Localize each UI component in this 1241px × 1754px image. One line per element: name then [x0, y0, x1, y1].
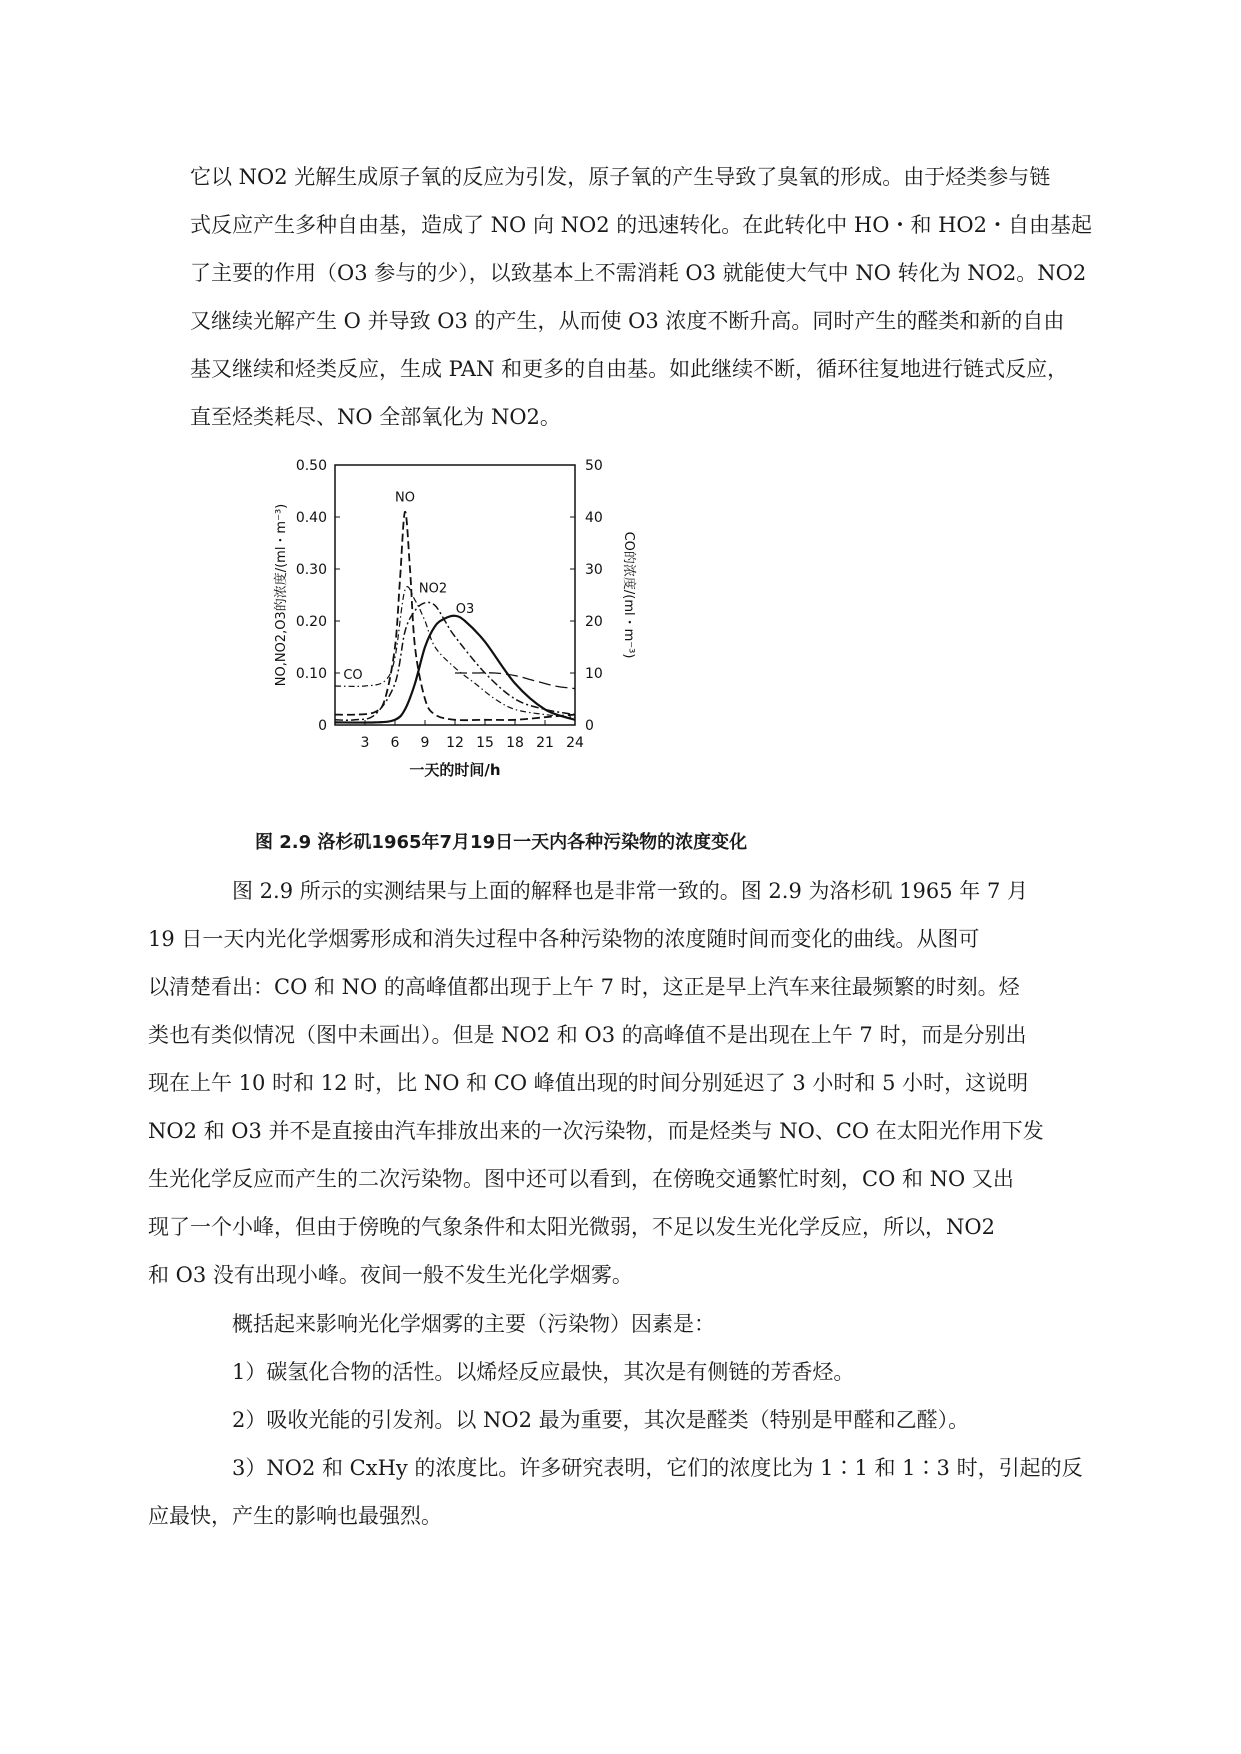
chart-axes [335, 465, 575, 725]
text-line: 类也有类似情况（图中未画出）。但是 NO2 和 O3 的高峰值不是出现在上午 7 时，而是分别出 [148, 1023, 1027, 1047]
factor-item-1: 1）碳氢化合物的活性。以烯烃反应最快，其次是有侧链的芳香烃。 [232, 1360, 855, 1384]
text-line: 了主要的作用（O3 参与的少），以致基本上不需消耗 O3 就能使大气中 NO 转化为 NO2。NO2 [190, 261, 1087, 285]
x-tick-label: 24 [566, 735, 584, 751]
text-line: 19 日一天内光化学烟雾形成和消失过程中各种污染物的浓度随时间而变化的曲线。从图可 [148, 927, 980, 951]
text-line: 基又继续和烃类反应，生成 PAN 和更多的自由基。如此继续不断，循环往复地进行链式反应， [190, 357, 1069, 381]
x-tick-label: 18 [506, 735, 524, 751]
text-line: 以清楚看出：CO 和 NO 的高峰值都出现于上午 7 时，这正是早上汽车来往最频繁的时刻。烃 [148, 975, 1020, 999]
text-line: 它以 NO2 光解生成原子氧的反应为引发，原子氧的产生导致了臭氧的形成。由于烃类参与链 [190, 165, 1051, 189]
paragraph-photochemical-mechanism [190, 153, 1093, 441]
text-line: 和 O3 没有出现小峰。夜间一般不发生光化学烟雾。 [148, 1263, 633, 1287]
pollutant-concentration-chart [270, 445, 690, 825]
y-right-tick-label: 50 [585, 458, 603, 474]
x-tick-label: 9 [420, 735, 430, 751]
chart-labels [273, 458, 637, 779]
y-left-tick-label: 0.10 [295, 666, 327, 682]
x-tick-label: 6 [390, 735, 400, 751]
x-tick-label: 3 [360, 735, 370, 751]
series-line-no2 [335, 602, 575, 720]
text-line: 生光化学反应而产生的二次污染物。图中还可以看到，在傍晚交通繁忙时刻，CO 和 NO 又出 [148, 1167, 1014, 1191]
text-line: NO2 和 O3 并不是直接由汽车排放出来的一次污染物，而是烃类与 NO、CO 在太阳光作用下发 [148, 1119, 1044, 1143]
y-right-tick-label: 20 [585, 614, 603, 630]
x-tick-label: 12 [446, 735, 464, 751]
y-left-tick-label: 0.50 [295, 458, 327, 474]
figure-2-9-chart [270, 445, 690, 825]
text-line: 式反应产生多种自由基，造成了 NO 向 NO2 的迅速转化。在此转化中 HO・和 HO2・自由基起 [190, 213, 1093, 237]
x-tick-label: 21 [536, 735, 554, 751]
series-line-o3 [335, 616, 575, 723]
x-tick-label: 15 [476, 735, 494, 751]
text-line: 3）NO2 和 CxHy 的浓度比。许多研究表明，它们的浓度比为 1∶1 和 1∶3 时，引起的反 [232, 1456, 1083, 1480]
text-line: 直至烃类耗尽、NO 全部氧化为 NO2。 [190, 405, 561, 429]
y-right-tick-label: 10 [585, 666, 603, 682]
y-left-axis-label: NO,NO2,O3的浓度/(ml・m⁻³) [274, 503, 289, 687]
x-axis-label: 一天的时间/h [409, 761, 501, 779]
factor-item-2: 2）吸收光能的引发剂。以 NO2 最为重要，其次是醛类（特别是甲醛和乙醛）。 [232, 1408, 970, 1432]
text-line: 现了一个小峰，但由于傍晚的气象条件和太阳光微弱，不足以发生光化学反应，所以，NO2 [148, 1215, 995, 1239]
paragraph-figure-explanation [148, 867, 1050, 1299]
y-right-tick-label: 0 [585, 718, 594, 734]
y-left-tick-label: 0.20 [295, 614, 327, 630]
series-annotation: CO [343, 668, 363, 684]
text-line: 图 2.9 所示的实测结果与上面的解释也是非常一致的。图 2.9 为洛杉矶 1965 年 7 月 [232, 879, 1028, 903]
series-annotation: NO [395, 490, 415, 506]
y-right-tick-label: 30 [585, 562, 603, 578]
y-right-axis-label: CO的浓度/(ml・m⁻³) [621, 531, 636, 659]
factor-item-3 [148, 1444, 1083, 1540]
y-left-tick-label: 0.40 [295, 510, 327, 526]
y-left-tick-label: 0.30 [295, 562, 327, 578]
plot-frame [335, 465, 575, 725]
y-left-tick-label: 0 [318, 718, 327, 734]
series-annotation: NO2 [418, 581, 448, 597]
series-annotation: O3 [455, 602, 475, 618]
series-line-unnamed [455, 673, 575, 689]
text-line: 又继续光解产生 O 并导致 O3 的产生，从而使 O3 浓度不断升高。同时产生的醛类和新的自由 [190, 309, 1065, 333]
text-line: 现在上午 10 时和 12 时，比 NO 和 CO 峰值出现的时间分别延迟了 3 小时和 5 小时，这说明 [148, 1071, 1029, 1095]
text-line: 应最快，产生的影响也最强烈。 [148, 1504, 442, 1528]
y-right-tick-label: 40 [585, 510, 603, 526]
factors-intro: 概括起来影响光化学烟雾的主要（污染物）因素是： [232, 1312, 715, 1336]
figure-caption: 图 2.9 洛杉矶1965年7月19日一天内各种污染物的浓度变化 [255, 832, 748, 853]
